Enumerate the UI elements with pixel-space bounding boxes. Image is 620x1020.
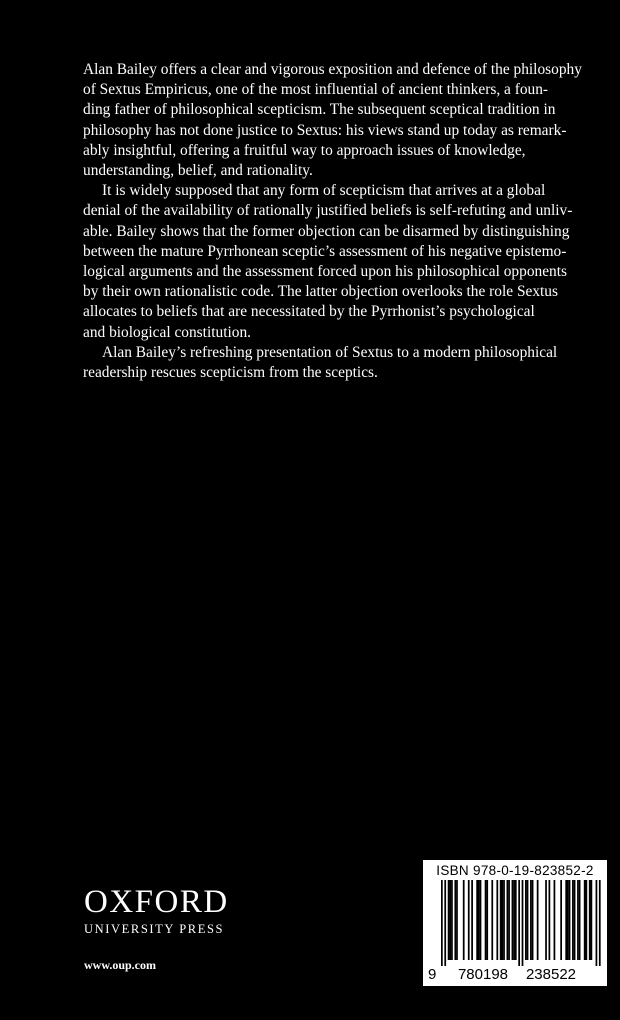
barcode-bar xyxy=(486,880,488,960)
blurb-line: understanding, belief, and rationality. xyxy=(83,162,313,180)
barcode-bar xyxy=(589,880,591,960)
barcode-bar xyxy=(599,880,601,966)
blurb-line: able. Bailey shows that the former objection can be disarmed by distinguishing xyxy=(83,222,570,240)
blurb-line: ding father of philosophical scepticism. The subsequent sceptical tradition in xyxy=(83,101,556,119)
barcode-left-digits: 780198 xyxy=(457,966,509,983)
blurb-line: Alan Bailey offers a clear and vigorous exposition and defence of the philosophy xyxy=(83,61,582,78)
barcode-bar xyxy=(485,880,487,960)
barcode-bar xyxy=(525,880,527,960)
barcode-bar xyxy=(463,880,465,960)
blurb-line: denial of the availability of rationally justified beliefs is self-refuting and unliv- xyxy=(83,202,573,220)
isbn-label: ISBN 978-0-19-823852-2 xyxy=(436,863,594,878)
barcode-bar xyxy=(456,880,458,960)
blurb-line: by their own rationalistic code. The latter objection overlooks the role Sextus xyxy=(83,283,558,301)
blurb-line: logical arguments and the assessment forced upon his philosophical opponents xyxy=(83,263,568,281)
barcode-bar xyxy=(451,880,453,960)
isbn-barcode xyxy=(423,860,607,986)
barcode-bar xyxy=(441,880,443,966)
barcode-bar xyxy=(448,880,450,960)
barcode-bar xyxy=(515,880,517,960)
barcode-bar xyxy=(513,880,515,960)
barcode-bar xyxy=(560,880,562,960)
blurb-line: of Sextus Empiricus, one of the most influential of ancient thinkers, a foun- xyxy=(83,81,549,99)
barcode-bar xyxy=(512,880,514,960)
barcode-bar xyxy=(527,880,529,960)
publisher-name: OXFORD xyxy=(84,884,229,920)
blurb-line: Alan Bailey’s refreshing presentation of Sextus to a modern philosophical xyxy=(102,343,558,361)
barcode-bar xyxy=(577,880,579,960)
barcode-bar xyxy=(537,880,539,960)
publisher-website: www.oup.com xyxy=(84,958,157,972)
barcode-bar xyxy=(532,880,534,960)
blurb-line: ably insightful, offering a fruitful way to approach issues of knowledge, xyxy=(83,141,526,159)
blurb-line: readership rescues scepticism from the sceptics. xyxy=(83,364,378,382)
barcode-bar xyxy=(545,880,547,960)
barcode-bar xyxy=(501,880,503,960)
barcode-first-digit: 9 xyxy=(428,966,437,983)
publisher-subtitle: UNIVERSITY PRESS xyxy=(84,922,225,936)
barcode-bar xyxy=(596,880,598,966)
barcode-bar xyxy=(584,880,586,960)
barcode-bar xyxy=(449,880,451,960)
blurb-line: between the mature Pyrrhonean sceptic’s assessment of his negative epistemo- xyxy=(83,242,567,260)
barcode-bars xyxy=(423,860,607,986)
barcode-bar xyxy=(567,880,569,960)
barcode-bar xyxy=(491,880,493,960)
barcode-bar xyxy=(454,880,456,960)
barcode-bar xyxy=(574,880,576,960)
blurb-line: It is widely supposed that any form of scepticism that arrives at a global xyxy=(102,182,546,200)
barcode-bar xyxy=(554,880,556,960)
barcode-bar xyxy=(468,880,470,960)
barcode-bar xyxy=(591,880,593,960)
barcode-bar xyxy=(471,880,473,960)
barcode-bar xyxy=(500,880,502,960)
publisher-logo xyxy=(84,884,254,937)
barcode-bar xyxy=(496,880,498,960)
barcode-bar xyxy=(585,880,587,960)
barcode-bar xyxy=(579,880,581,960)
blurb-line: allocates to beliefs that are necessitated by the Pyrrhonist’s psychological xyxy=(83,303,535,321)
barcode-bar xyxy=(522,880,524,966)
barcode-bar xyxy=(572,880,574,960)
barcode-bar xyxy=(480,880,482,960)
blurb-line: and biological constitution. xyxy=(83,323,251,341)
barcode-bar xyxy=(530,880,532,960)
back-cover-blurb xyxy=(83,60,611,383)
barcode-bar xyxy=(444,880,446,966)
barcode-right-digits: 238522 xyxy=(525,966,577,983)
barcode-bar xyxy=(476,880,478,960)
barcode-bar xyxy=(507,880,509,960)
barcode-bar xyxy=(478,880,480,960)
barcode-bar xyxy=(549,880,551,960)
barcode-bar xyxy=(569,880,571,960)
barcode-bar xyxy=(518,880,520,966)
barcode-bar xyxy=(508,880,510,960)
blurb-line: philosophy has not done justice to Sextus: his views stand up today as remark- xyxy=(83,121,567,139)
barcode-bar xyxy=(565,880,567,960)
barcode-bar xyxy=(503,880,505,960)
